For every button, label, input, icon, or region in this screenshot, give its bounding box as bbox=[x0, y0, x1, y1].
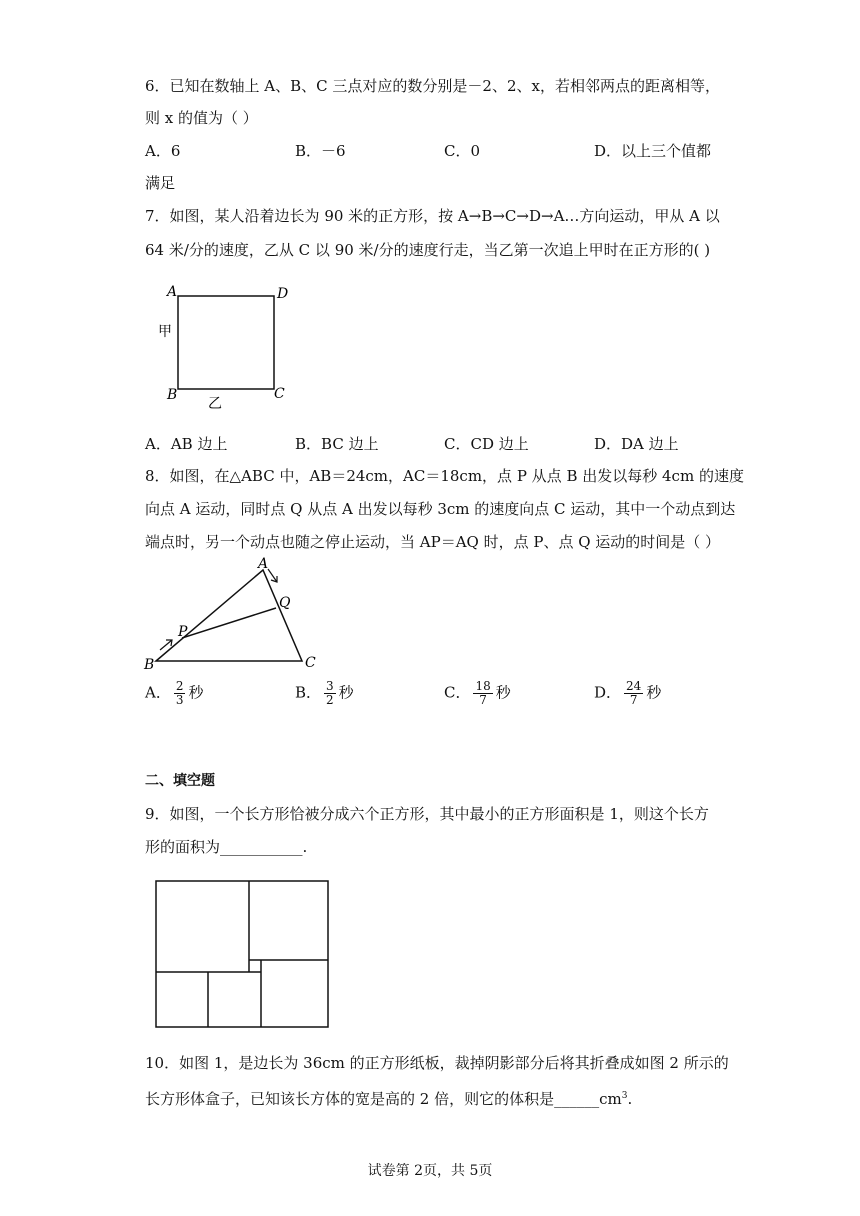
q7-label-c: C bbox=[274, 386, 285, 402]
q8-segment-pq bbox=[182, 608, 276, 638]
q8-option-c-fraction: $\frac{18}{7}$ bbox=[475, 679, 491, 707]
q8-option-d bbox=[594, 680, 661, 707]
q8-triangle-figure bbox=[140, 556, 330, 674]
q8-option-a-fraction: $\frac{2}{3}$ bbox=[175, 679, 184, 707]
q7-label-yi: 乙 bbox=[208, 396, 222, 412]
q7-label-jia: 甲 bbox=[158, 324, 172, 340]
q8-option-d-unit: 秒 bbox=[646, 683, 662, 702]
q7-stem-line2: 64 米/分的速度，乙从 C 以 90 米/分的速度行走，当乙第一次追上甲时在正方形的( ) bbox=[145, 241, 711, 259]
q6-option-d-continued: 满足 bbox=[145, 174, 176, 192]
q8-label-c: C bbox=[305, 655, 316, 671]
q7-label-a: A bbox=[167, 284, 178, 300]
q7-stem-line1: 7．如图，某人沿着边长为 90 米的正方形，按 A→B→C→D→A…方向运动，甲从 A 以 bbox=[145, 207, 720, 225]
q6-option-b: B．－6 bbox=[295, 142, 346, 160]
q7-option-b: B．BC 边上 bbox=[295, 435, 379, 453]
q8-option-a-unit: 秒 bbox=[188, 683, 204, 702]
q9-stem-line2: 形的面积为___________. bbox=[145, 838, 308, 856]
q8-option-b-fraction: $\frac{3}{2}$ bbox=[326, 679, 334, 707]
q8-label-b: B bbox=[144, 657, 155, 673]
q6-option-c: C．0 bbox=[444, 142, 481, 160]
q8-label-p: P bbox=[178, 624, 188, 640]
q8-option-d-fraction: $\frac{24}{7}$ bbox=[626, 679, 642, 707]
q7-square-figure bbox=[150, 278, 300, 413]
q6-option-d: D．以上三个值都 bbox=[594, 142, 712, 160]
q7-option-d: D．DA 边上 bbox=[594, 435, 679, 453]
q8-stem-line1: 8．如图，在△ABC 中，AB＝24cm，AC＝18cm，点 P 从点 B 出发以每秒 4cm 的速度 bbox=[145, 467, 744, 485]
q8-option-c bbox=[444, 680, 511, 707]
q8-option-c-label: C． bbox=[444, 683, 471, 702]
q7-option-c: C．CD 边上 bbox=[444, 435, 529, 453]
q7-label-d: D bbox=[277, 286, 289, 302]
q10-stem-line2: 长方形体盒子，已知该长方体的宽是高的 2 倍，则它的体积是$\_\_\_\_\_\_cm^3$. bbox=[145, 1090, 633, 1108]
q8-option-a-label: A． bbox=[145, 683, 171, 702]
q9-rectangle-figure bbox=[150, 875, 335, 1035]
q7-label-b: B bbox=[167, 387, 178, 403]
q8-option-b bbox=[295, 680, 354, 707]
q6-stem-line2: 则 x 的值为（ ） bbox=[145, 109, 258, 127]
section-title-fill-in: 二、填空题 bbox=[145, 773, 215, 789]
q9-outer-rectangle bbox=[156, 881, 328, 1027]
q8-option-d-label: D． bbox=[594, 683, 622, 702]
q7-option-a: A．AB 边上 bbox=[145, 435, 228, 453]
q8-stem-line3: 端点时，另一个动点也随之停止运动，当 AP＝AQ 时，点 P、点 Q 运动的时间是（ ） bbox=[145, 533, 721, 551]
page-footer: 试卷第 2页，共 5页 bbox=[367, 1163, 493, 1179]
q8-option-b-unit: 秒 bbox=[338, 683, 354, 702]
q10-stem-line1: 10．如图 1，是边长为 36cm 的正方形纸板，裁掉阴影部分后将其折叠成如图 2 所示的 bbox=[145, 1054, 729, 1072]
q6-stem-line1: 6．已知在数轴上 A、B、C 三点对应的数分别是－2、2、x，若相邻两点的距离相等， bbox=[145, 77, 720, 95]
q8-option-c-unit: 秒 bbox=[495, 683, 511, 702]
q6-option-a: A．6 bbox=[145, 142, 181, 160]
q7-square bbox=[178, 296, 274, 389]
q8-triangle-abc bbox=[156, 570, 302, 661]
q8-option-b-label: B． bbox=[295, 683, 322, 702]
q9-stem-line1: 9．如图，一个长方形恰被分成六个正方形，其中最小的正方形面积是 1，则这个长方 bbox=[145, 805, 709, 823]
q8-label-a: A bbox=[258, 556, 269, 572]
q8-option-a bbox=[145, 680, 204, 707]
q8-stem-line2: 向点 A 运动，同时点 Q 从点 A 出发以每秒 3cm 的速度向点 C 运动，其中一个动点到达 bbox=[145, 500, 736, 518]
q10-unit-exponent: 3 bbox=[621, 1091, 628, 1101]
q8-label-q: Q bbox=[279, 595, 291, 611]
